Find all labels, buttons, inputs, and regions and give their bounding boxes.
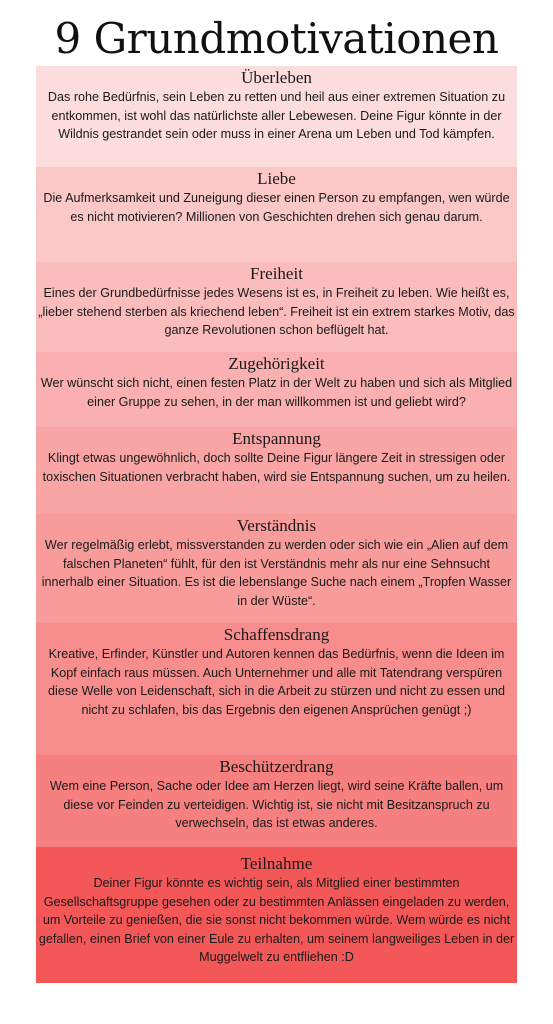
section-body: Wer wünscht sich nicht, einen festen Platz in der Welt zu haben und sich als Mitglied einer Gruppe zu sehen, in der man willkommen ist und geliebt wird? xyxy=(40,376,513,409)
section-heading: Entspannung xyxy=(232,429,321,448)
section-body: Das rohe Bedürfnis, sein Leben zu retten und heil aus einer extremen Situation zu entkommen, ist wohl das natürlichste aller Lebewesen. Deine Figur könnte in der Wildnis gestrandet sein oder muss in einer Arena um Leben und Tod kämpfen. xyxy=(47,90,506,142)
section-heading: Verständnis xyxy=(236,516,317,535)
section-verstaendnis xyxy=(36,514,517,623)
section-freiheit xyxy=(36,262,517,352)
section-heading: Zugehörigkeit xyxy=(228,354,325,373)
section-ueberleben xyxy=(36,66,517,167)
section-body: Deiner Figur könnte es wichtig sein, als Mitglied einer bestimmten Gesellschaftsgruppe gesehen oder zu bestimmten Anlässen eingeladen zu werden, um Vorteile zu genießen, die sie sonst nicht bekommen würde. Wem würde es nicht gefallen, einen Brief von einer Eule zu erhalten, um seinem langweiliges Leben in der Muggelwelt zu entfliehen :D xyxy=(38,876,515,965)
section-body: Klingt etwas ungewöhnlich, doch sollte Deine Figur längere Zeit in stressigen oder toxischen Situationen verbracht haben, wird sie Entspannung suchen, um zu heilen. xyxy=(42,451,511,484)
section-heading: Freiheit xyxy=(250,264,303,283)
section-liebe xyxy=(36,167,517,262)
page-title: 9 Grundmotivationen xyxy=(54,14,499,63)
section-heading: Teilnahme xyxy=(240,854,313,873)
section-body: Die Aufmerksamkeit und Zuneigung dieser einen Person zu empfangen, wen würde es nicht motivieren? Millionen von Geschichten drehen sich genau darum. xyxy=(43,191,510,224)
section-heading: Schaffensdrang xyxy=(223,625,330,644)
section-body: Wem eine Person, Sache oder Idee am Herzen liegt, wird seine Kräfte ballen, um diese vor Feinden zu verteidigen. Wichtig ist, sie nicht mit Besitzanspruch zu verwechseln, das ist etwas anderes. xyxy=(49,779,504,831)
section-teilnahme xyxy=(36,847,517,983)
section-heading: Liebe xyxy=(257,169,296,188)
section-heading: Beschützerdrang xyxy=(219,757,334,776)
section-zugehoerigkeit xyxy=(36,352,517,427)
section-body: Wer regelmäßig erlebt, missverstanden zu werden oder sich wie ein „Alien auf dem falschen Planeten“ fühlt, für den ist Verständnis mehr als nur eine Sehnsucht innerhalb einer Situation. Es ist die lebenslange Suche nach einem „Tropfen Wasser in der Wüste“. xyxy=(41,538,512,608)
section-beschuetzerdrang xyxy=(36,755,517,847)
section-body: Kreative, Erfinder, Künstler und Autoren kennen das Bedürfnis, wenn die Ideen im Kopf einfach raus müssen. Auch Unternehmer und alle mit Tatendrang verspüren diese Welle von Leidenschaft, sich in die Arbeit zu stürzen und nicht zu essen und nicht zu schlafen, bis das Ergebnis den eigenen Ansprüchen genügt ;) xyxy=(48,647,505,717)
section-schaffensdrang xyxy=(36,623,517,755)
section-body: Eines der Grundbedürfnisse jedes Wesens ist es, in Freiheit zu leben. Wie heißt es, „lieber stehend sterben als kriechend leben“. Freiheit ist ein extrem starkes Motiv, das ganze Revolutionen schon beflügelt hat. xyxy=(38,286,515,338)
section-heading: Überleben xyxy=(241,68,312,87)
section-entspannung xyxy=(36,427,517,514)
